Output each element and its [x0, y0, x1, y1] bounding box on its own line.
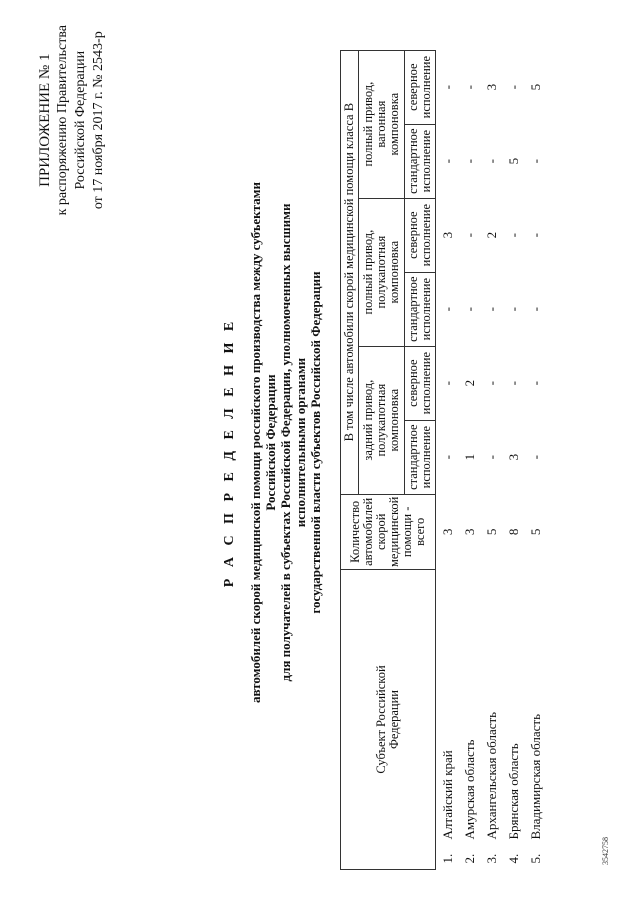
value-cell: -	[483, 158, 499, 164]
document-subtitle	[248, 170, 323, 715]
subject-name: Брянская область	[505, 743, 521, 840]
value-cell: -	[461, 84, 477, 90]
table-row	[524, 50, 546, 869]
total-cell: 8	[505, 528, 521, 536]
standard-header: стандартное исполнение	[405, 124, 436, 198]
value-cell: -	[439, 454, 455, 460]
group-header-4wd-van: полный привод, вагонная компоновка	[359, 50, 405, 198]
value-cell: 5	[505, 157, 521, 165]
value-cell: -	[527, 380, 543, 386]
table-row	[502, 50, 524, 869]
value-cell: -	[483, 380, 499, 386]
value-cell: 3	[483, 83, 499, 91]
row-number: 4.	[505, 853, 521, 864]
subject-name: Амурская область	[461, 739, 477, 840]
subject-name: Алтайский край	[439, 750, 455, 840]
value-cell: -	[461, 306, 477, 312]
value-cell: -	[505, 232, 521, 238]
value-cell: -	[483, 306, 499, 312]
value-cell: 2	[483, 231, 499, 239]
value-cell: -	[505, 380, 521, 386]
value-cell: -	[527, 454, 543, 460]
distribution-table	[340, 50, 546, 870]
standard-header: стандартное исполнение	[405, 272, 436, 346]
north-header: северное исполнение	[405, 50, 436, 124]
appendix-heading: ПРИЛОЖЕНИЕ № 1	[37, 53, 53, 187]
group-header-rear-drive: задний привод, полукапотная компоновка	[359, 346, 405, 494]
appendix-block	[36, 25, 108, 215]
subject-name: Архангельская область	[483, 711, 499, 840]
row-number: 3.	[483, 853, 499, 864]
row-number: 1.	[439, 853, 455, 864]
document-title: Р А С П Р Е Д Е Л Е Н И Е	[222, 317, 237, 588]
value-cell: -	[439, 380, 455, 386]
subtitle-line-2: для получателей в субъектах Российской Федерации, уполномоченных высшими исполнительными органами	[278, 203, 308, 682]
table-row	[436, 50, 459, 869]
north-header: северное исполнение	[405, 198, 436, 272]
value-cell: -	[483, 454, 499, 460]
total-cell: 5	[527, 528, 543, 536]
appendix-line-3: от 17 ноября 2017 г. № 2543-р	[91, 31, 106, 210]
value-cell: 1	[461, 453, 477, 461]
table-row	[458, 50, 480, 869]
total-cell: 3	[461, 528, 477, 536]
value-cell: -	[527, 306, 543, 312]
value-cell: 3	[505, 453, 521, 461]
value-cell: 2	[461, 379, 477, 387]
total-header: Количество автомобилей скорой медицинской помощи - всего	[341, 494, 436, 569]
row-number: 2.	[461, 853, 477, 864]
value-cell: -	[505, 306, 521, 312]
value-cell: -	[461, 232, 477, 238]
subtitle-line-1: автомобилей скорой медицинской помощи российского производства между субъектами Российской Федерации	[248, 181, 278, 704]
value-cell: -	[439, 158, 455, 164]
value-cell: 5	[527, 83, 543, 91]
classB-header: В том числе автомобили скорой медицинской помощи класса В	[341, 50, 359, 494]
north-header: северное исполнение	[405, 346, 436, 420]
appendix-line-1: к распоряжению Правительства	[55, 25, 70, 216]
row-number: 5.	[527, 853, 543, 864]
value-cell: -	[461, 158, 477, 164]
value-cell: -	[527, 158, 543, 164]
subject-header: Субъект Российской Федерации	[341, 570, 436, 870]
value-cell: -	[527, 232, 543, 238]
value-cell: -	[505, 84, 521, 90]
table-row	[480, 50, 502, 869]
total-cell: 5	[483, 528, 499, 536]
standard-header: стандартное исполнение	[405, 420, 436, 494]
group-header-4wd-semihood: полный привод, полукапотная компоновка	[359, 198, 405, 346]
total-cell: 3	[439, 528, 455, 536]
value-cell: 3	[439, 231, 455, 239]
document-id: 3542758	[601, 837, 610, 865]
appendix-line-2: Российской Федерации	[73, 50, 88, 190]
value-cell: -	[439, 84, 455, 90]
value-cell: -	[439, 306, 455, 312]
subject-name: Владимирская область	[527, 714, 543, 840]
subtitle-line-3: государственной власти субъектов Российской Федерации	[308, 271, 323, 614]
